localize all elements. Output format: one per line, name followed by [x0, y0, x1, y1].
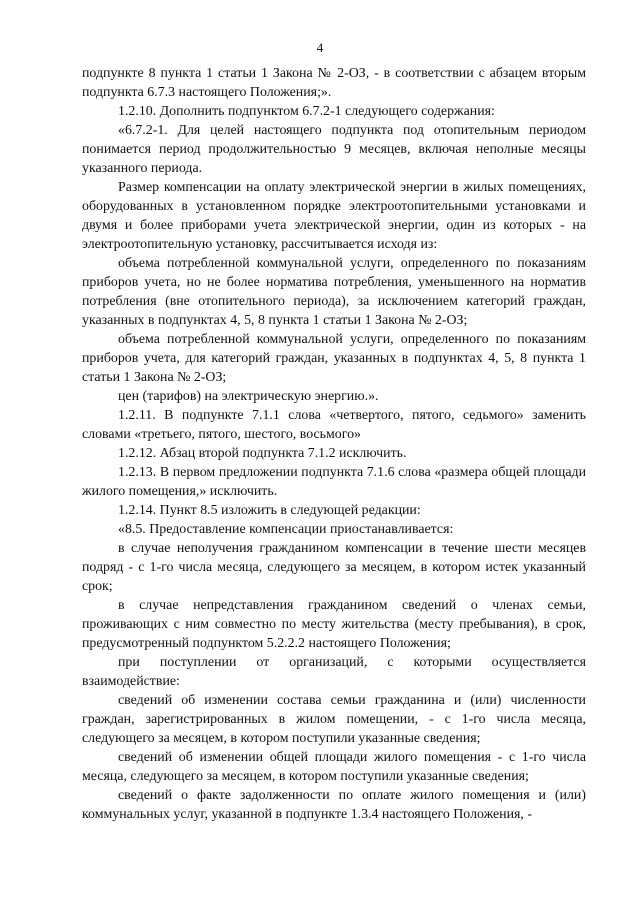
- paragraph: «8.5. Предоставление компенсации приостанавливается:: [118, 522, 454, 537]
- paragraph: объема потребленной коммунальной услуги, определенного по показаниям приборов учета, но не более норматива потребления, уменьшенного на норматив потребления (вне отопительного периода), за исключением категорий граждан, указанных в подпунктах 4, 5, 8 пункта 1 статьи 1 Закона № 2-ОЗ;: [82, 256, 586, 328]
- document-body: [82, 64, 586, 824]
- paragraph: Размер компенсации на оплату электрической энергии в жилых помещениях, оборудованных в установленном порядке электроотопительными установками и двумя и более приборами учета электрической энергии, один из которых - на электроотопительную установку, рассчитывается исходя из:: [82, 180, 586, 252]
- paragraph: «6.7.2-1. Для целей настоящего подпункта под отопительным периодом понимается период продолжительностью 9 месяцев, включая неполные месяцы указанного периода.: [82, 123, 586, 176]
- paragraph: в случае непредставления гражданином сведений о членах семьи, проживающих с ним совместно по месту жительства (месту пребывания), в срок, предусмотренный подпунктом 5.2.2.2 настоящего Положения;: [82, 598, 586, 651]
- paragraph: 1.2.11. В подпункте 7.1.1 слова «четвертого, пятого, седьмого» заменить словами «третьего, пятого, шестого, восьмого»: [82, 408, 586, 442]
- paragraph: 1.2.10. Дополнить подпунктом 6.7.2-1 следующего содержания:: [118, 104, 495, 119]
- paragraph: 1.2.12. Абзац второй подпункта 7.1.2 исключить.: [118, 446, 407, 461]
- paragraph: 1.2.13. В первом предложении подпункта 7.1.6 слова «размера общей площади жилого помещения,» исключить.: [82, 465, 586, 499]
- paragraph: сведений об изменении общей площади жилого помещения - с 1-го числа месяца, следующего за месяцем, в котором поступили указанные сведения;: [82, 750, 586, 784]
- paragraph: при поступлении от организаций, с которыми осуществляется взаимодействие:: [82, 655, 586, 689]
- paragraph: подпункте 8 пункта 1 статьи 1 Закона № 2-ОЗ, - в соответствии с абзацем вторым подпункта 6.7.3 настоящего Положения;».: [82, 66, 586, 100]
- page-number: 4: [316, 40, 324, 55]
- paragraph: 1.2.14. Пункт 8.5 изложить в следующей редакции:: [118, 503, 421, 518]
- paragraph: цен (тарифов) на электрическую энергию.».: [118, 389, 379, 404]
- paragraph: сведений об изменении состава семьи гражданина и (или) численности граждан, зарегистрированных в жилом помещении, - с 1-го числа месяца, следующего за месяцем, в котором поступили указанные сведения;: [82, 693, 586, 746]
- paragraph: в случае неполучения гражданином компенсации в течение шести месяцев подряд - с 1-го числа месяца, следующего за месяцем, в котором истек указанный срок;: [82, 541, 586, 594]
- paragraph: объема потребленной коммунальной услуги, определенного по показаниям приборов учета, для категорий граждан, указанных в подпунктах 4, 5, 8 пункта 1 статьи 1 Закона № 2-ОЗ;: [82, 332, 586, 385]
- paragraph: сведений о факте задолженности по оплате жилого помещения и (или) коммунальных услуг, указанной в подпункте 1.3.4 настоящего Положения, -: [82, 788, 586, 822]
